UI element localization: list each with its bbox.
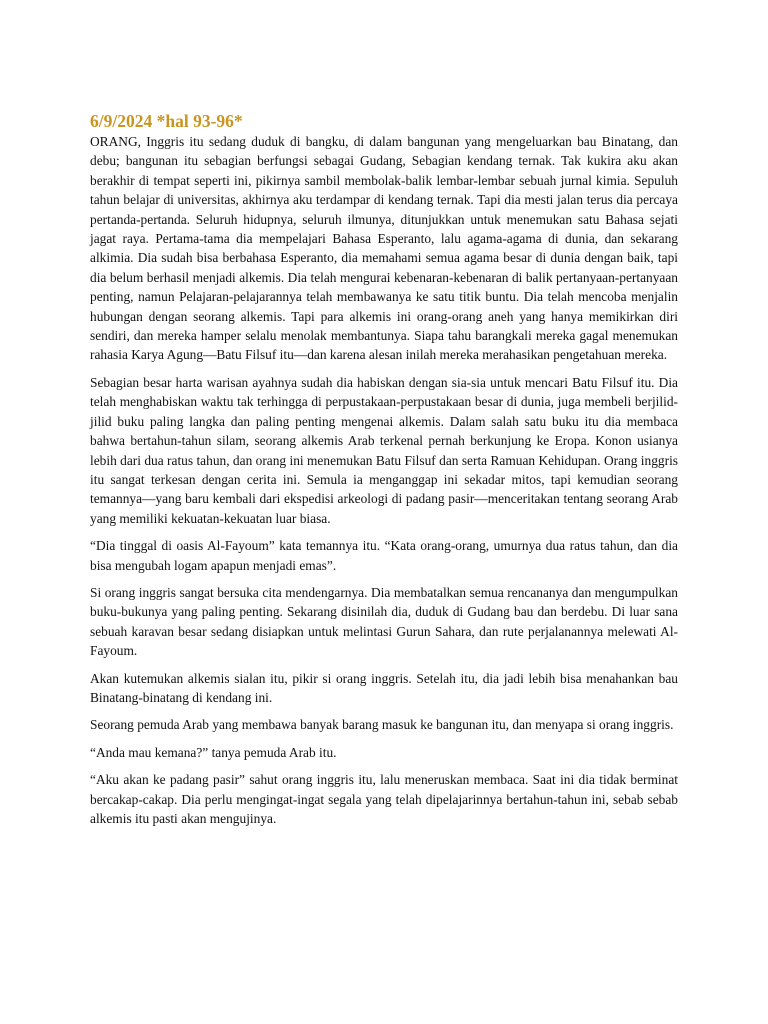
page-heading: 6/9/2024 *hal 93-96*	[90, 111, 243, 131]
paragraph-8: “Aku akan ke padang pasir” sahut orang inggris itu, lalu meneruskan membaca. Saat ini dia tidak berminat bercakap-cakap. Dia perlu mengingat-ingat segala yang telah dipelajarinnya bertahun-tahun ini, sebab sebab alkemis itu pasti akan mengujinya.	[90, 772, 678, 826]
document-page	[90, 110, 678, 836]
paragraph-5: Akan kutemukan alkemis sialan itu, pikir si orang inggris. Setelah itu, dia jadi lebih bisa menahankan bau Binatang-binatang di kendang ini.	[90, 670, 678, 705]
paragraph-4: Si orang inggris sangat bersuka cita mendengarnya. Dia membatalkan semua rencananya dan mengumpulkan buku-bukunya yang paling penting. Sekarang disinilah dia, duduk di Gudang bau dan berdebu. Di luar sana sebuah karavan besar sedang disiapkan untuk melintasi Gurun Sahara, dan rute perjalanannya melewati Al-Fayoum.	[90, 584, 678, 659]
paragraph-7: “Anda mau kemana?” tanya pemuda Arab itu.	[90, 744, 337, 760]
paragraph-1: ORANG, Inggris itu sedang duduk di bangku, di dalam bangunan yang mengeluarkan bau Binatang, dan debu; bangunan itu sebagian berfungsi sebagai Gudang, Sebagian kendang ternak. Tak kukira aku akan berakhir di tempat seperti ini, pikirnya sambil membolak-balik lembar-lembar sebuah jurnal kimia. Sepuluh tahun belajar di universitas, akhirnya aku terdampar di kendang ternak. Tapi dia mesti jalan terus dia percaya pertanda-pertanda. Seluruh hidupnya, seluruh ilmunya, ditunjukkan untuk menemukan satu Bahasa sejati jagat raya. Pertama-tama dia mempelajari Bahasa Esperanto, lalu agama-agama di dunia, dan sekarang alkimia. Dia sudah bisa berbahasa Esperanto, dia memahami semua agama besar di dunia dengan baik, tapi dia belum berhasil menjadi alkemis. Dia telah mengurai kebenaran-kebenaran di balik pertanyaan-pertanyaan penting, namun Pelajaran-pelajarannya telah membawanya ke satu titik buntu. Dia telah mencoba menjalin hubungan dengan seorang alkemis. Tapi para alkemis ini orang-orang aneh yang hanya memikirkan diri sendiri, dan mereka hamper selalu menolak membantunya. Siapa tahu barangkali mereka gagal menemukan rahasia Karya Agung—Batu Filsuf itu—dan karena alesan inilah mereka merahasikan pengetahuan mereka.	[90, 134, 678, 363]
paragraph-2: Sebagian besar harta warisan ayahnya sudah dia habiskan dengan sia-sia untuk mencari Batu Filsuf itu. Dia telah menghabiskan waktu tak terhingga di perpustakaan-perpustakaan besar di dunia, juga membeli berjilid-jilid buku paling langka dan paling penting mengenai alkemis. Dalam salah satu buku itu dia membaca bahwa bertahun-tahun silam, seorang alkemis Arab terkenal pernah berkunjung ke Eropa. Konon usianya lebih dari dua ratus tahun, dan orang ini menemukan Batu Filsuf dan serta Ramuan Kehidupan. Orang inggris itu sangat terkesan dengan cerita ini. Semula ia menganggap ini sekadar mitos, tapi kemudian seorang temannya—yang baru kembali dari ekspedisi arkeologi di padang pasir—menceritakan tentang seorang Arab yang memiliki kekuatan-kekuatan luar biasa.	[90, 374, 678, 526]
paragraph-6: Seorang pemuda Arab yang membawa banyak barang masuk ke bangunan itu, dan menyapa si orang inggris.	[90, 717, 674, 733]
paragraph-3: “Dia tinggal di oasis Al-Fayoum” kata temannya itu. “Kata orang-orang, umurnya dua ratus tahun, dan dia bisa mengubah logam apapun menjadi emas”.	[90, 538, 678, 573]
